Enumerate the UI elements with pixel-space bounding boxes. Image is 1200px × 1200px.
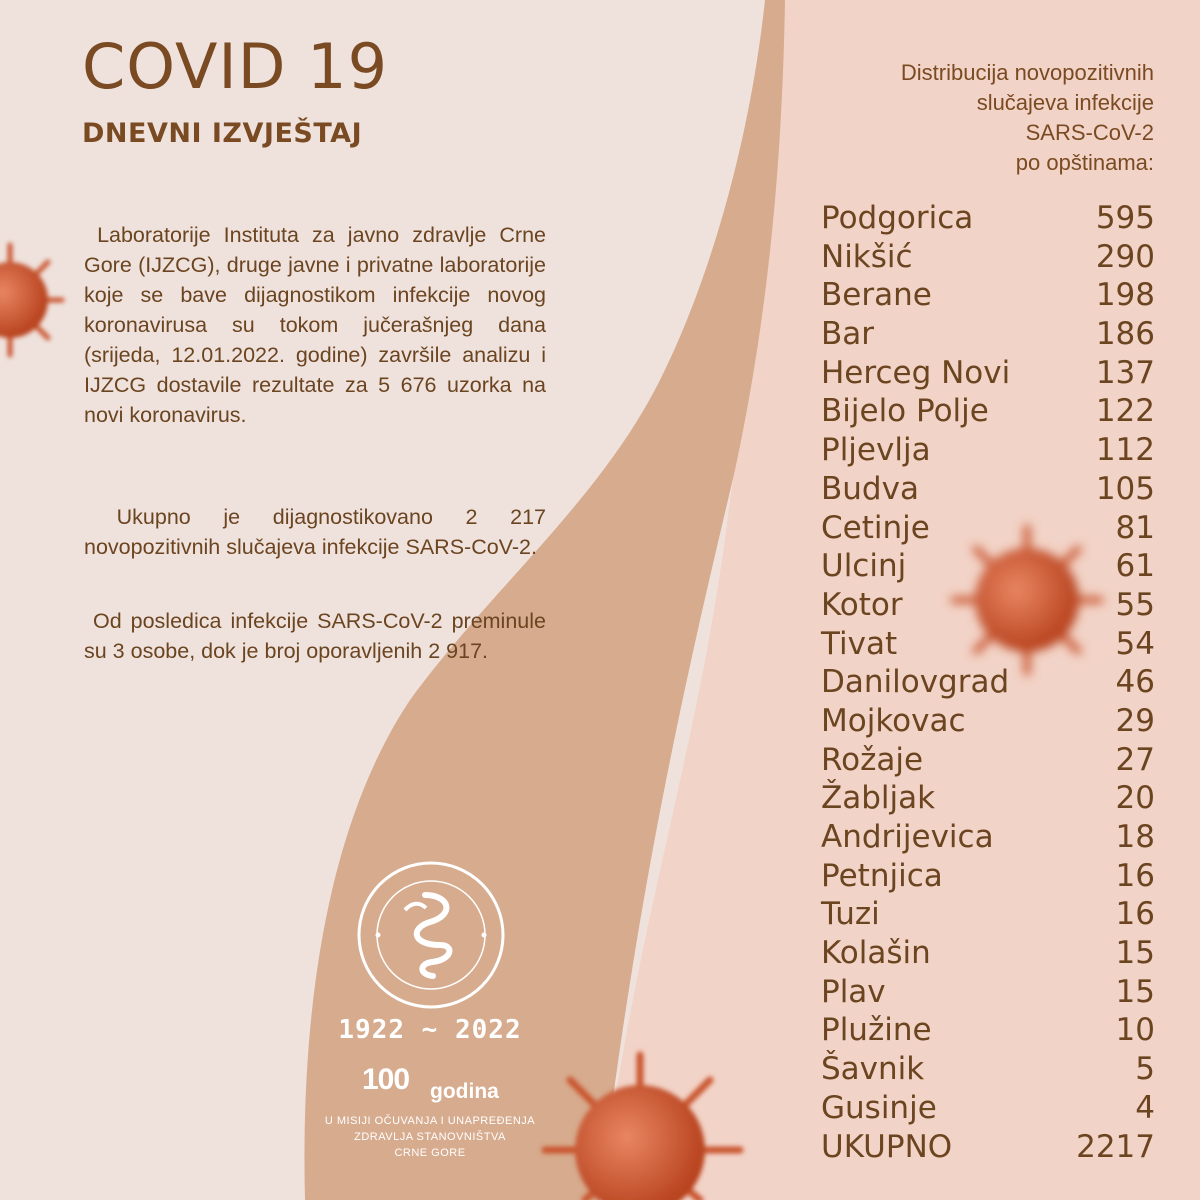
total-row: UKUPNO 2217 [821,1128,1155,1165]
table-row: Bijelo Polje 122 [821,393,1155,430]
table-row: Rožaje 27 [821,741,1155,778]
table-row: Podgorica 595 [821,200,1155,236]
table-row: Tuzi 16 [821,896,1155,933]
table-row: Budva 105 [821,470,1155,507]
page-subtitle: DNEVNI IZVJEŠTAJ [82,118,363,149]
table-row: Herceg Novi 137 [821,354,1155,391]
table-row: Bar 186 [821,316,1155,353]
table-row: Žabljak 20 [821,780,1155,817]
report-paragraph-2: Ukupno je dijagnostikovano 2 217 novopozitivnih slučajeva infekcije SARS-CoV-2. [84,505,546,559]
table-row: Mojkovac 29 [821,702,1155,739]
table-row: Danilovgrad 46 [821,664,1155,701]
virus-icon [0,245,62,355]
table-row: Gusinje 4 [821,1089,1155,1126]
table-row: Kolašin 15 [821,935,1155,972]
table-row: Tivat 54 [821,625,1155,662]
anniversary-hundred: 100 [362,1063,410,1096]
table-row: Pljevlja 112 [821,432,1155,469]
distribution-title: Distribucija novopozitivnih slučajeva infekcije SARS-CoV-2 po opštinama: [900,60,1154,175]
table-row: Šavnik 5 [821,1051,1155,1088]
table-row: Ulcinj 61 [821,548,1155,585]
table-row: Cetinje 81 [821,509,1155,546]
table-row: Andrijevica 18 [821,819,1155,855]
table-row: Plužine 10 [821,1012,1155,1049]
mission-statement: U MISIJI OČUVANJA I UNAPREĐENJA ZDRAVLJA STANOVNIŠTVA CRNE GORE [324,1115,536,1159]
anniversary-years: 1922 ~ 2022 [338,1015,522,1045]
municipality-table [821,199,1155,1166]
page-title: COVID 19 [82,30,389,103]
table-row: Petnjica 16 [821,857,1155,894]
table-row: Kotor 55 [821,586,1155,623]
report-paragraph-3: Od posledica infekcije SARS-CoV-2 preminule su 3 osobe, dok je broj oporavljenih 2 917. [84,609,546,663]
table-row: Berane 198 [821,277,1155,314]
table-row: Plav 15 [821,973,1155,1010]
anniversary-godina: godina [430,1080,499,1103]
report-paragraph-1: Laboratorije Instituta za javno zdravlje Crne Gore (IJZCG), druge javne i privatne laboratorije koje se bave dijagnostikom infekcije novog koronavirusa su tokom jučerašnjeg dana (srijeda, 12.01.2022. godine) završile analizu i IJZCG dostavile rezultate za 5 676 uzorka na novi koronavirus. [84,223,546,427]
table-row: Nikšić 290 [821,238,1155,275]
